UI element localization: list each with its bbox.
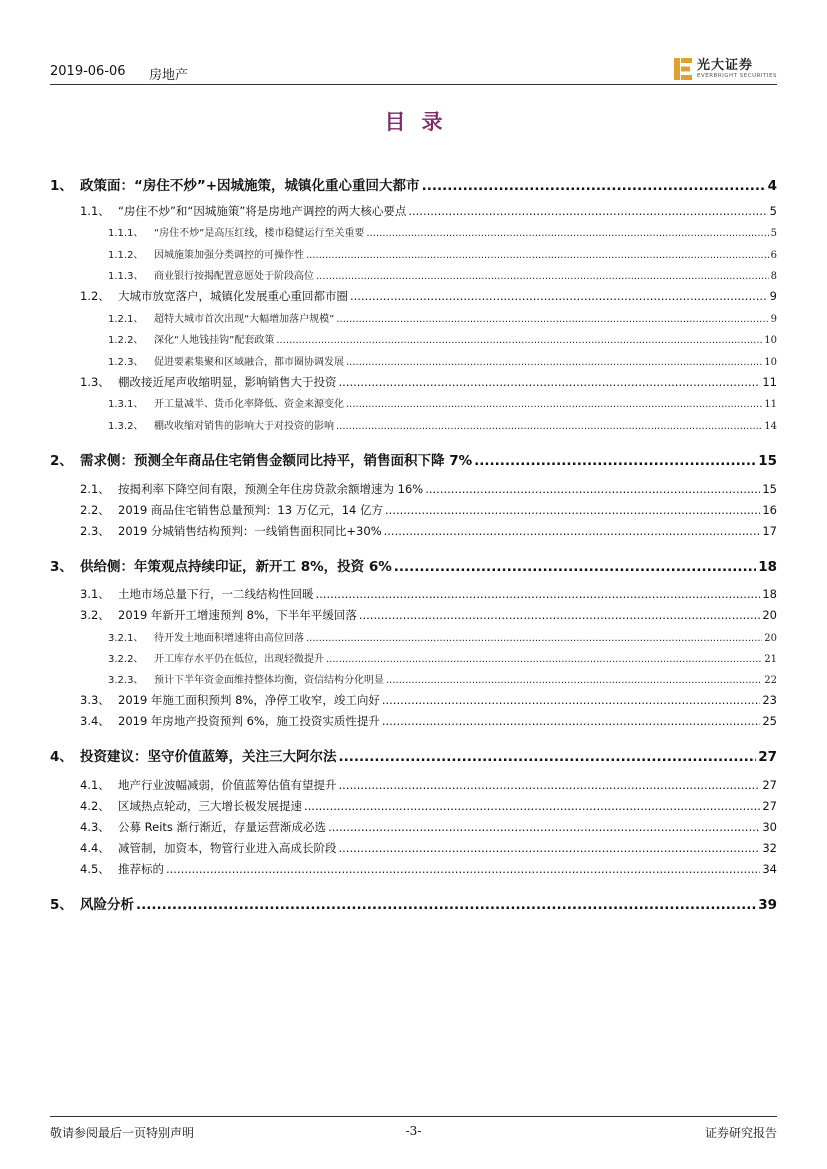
toc-entry-number: 1.1.1、 — [108, 228, 144, 239]
toc-entry-title: 预计下半年资金面维持整体均衡，资信结构分化明显 — [154, 675, 384, 686]
toc-entry-number: 3.1、 — [80, 587, 110, 601]
toc-entry-page: 9 — [769, 289, 777, 303]
toc-entry-title: 棚改收缩对销售的影响大于对投资的影响 — [154, 421, 334, 432]
toc-entry-title: 需求侧：预测全年商品住宅销售金额同比持平，销售面积下降 7% — [80, 453, 473, 469]
toc-entry-number: 3、 — [50, 559, 73, 575]
toc-leader-dots — [474, 453, 756, 469]
disclaimer-note: 敬请参阅最后一页特别声明 — [50, 1126, 195, 1140]
toc-entry-page: 21 — [764, 654, 777, 665]
toc-leader-dots — [359, 608, 761, 622]
toc-entry-title: 2019 分城销售结构预判：一线销售面积同比+30% — [118, 524, 382, 538]
toc-entry-number: 1.2、 — [80, 289, 110, 303]
toc-leader-dots — [408, 204, 767, 218]
toc-entry-title: 超特大城市首次出现“大幅增加落户规模” — [154, 314, 335, 325]
toc-entry-title: 政策面：“房住不炒”+因城施策，城镇化重心重回大都市 — [80, 178, 420, 194]
toc-entry-level-2[interactable] — [50, 861, 777, 877]
toc-entry-level-1[interactable] — [50, 893, 777, 913]
toc-entry-title: 因城施策加强分类调控的可操作性 — [154, 250, 304, 261]
toc-leader-dots — [339, 778, 761, 792]
toc-entry-page: 39 — [758, 897, 777, 913]
toc-entry-title: 2019 商品住宅销售总量预判：13 万亿元，14 亿方 — [118, 503, 383, 517]
toc-leader-dots — [346, 357, 762, 368]
toc-entry-level-2[interactable] — [50, 586, 777, 602]
toc-entry-page: 27 — [758, 749, 777, 765]
toc-entry-title: 供给侧：年策观点持续印证，新开工 8%，投资 6% — [80, 559, 392, 575]
report-type: 证券研究报告 — [704, 1126, 777, 1140]
toc-leader-dots — [386, 675, 762, 686]
header-divider — [50, 84, 777, 85]
toc-entry-title: 待开发土地面积增速将由高位回落 — [154, 633, 304, 644]
toc-entry-level-3[interactable] — [50, 310, 777, 325]
toc-entry-level-3[interactable] — [50, 671, 777, 686]
toc-leader-dots — [306, 633, 762, 644]
toc-entry-number: 1、 — [50, 178, 73, 194]
toc-entry-level-1[interactable] — [50, 555, 777, 575]
toc-leader-dots — [336, 314, 768, 325]
toc-leader-dots — [166, 862, 760, 876]
toc-entry-page: 11 — [762, 375, 777, 389]
toc-entry-number: 3.3、 — [80, 693, 110, 707]
toc-entry-number: 1.2.3、 — [108, 357, 144, 368]
toc-entry-page: 32 — [762, 841, 777, 855]
toc-entry-title: 商业银行按揭配置意愿处于阶段高位 — [154, 271, 314, 282]
toc-entry-title: 土地市场总量下行，一二线结构性回暖 — [118, 587, 314, 601]
toc-leader-dots — [336, 421, 762, 432]
page-title: 目录 — [384, 110, 459, 134]
toc-entry-level-2[interactable] — [50, 374, 777, 390]
toc-entry-title: 地产行业波幅减弱，价值蓝筹估值有望提升 — [118, 778, 337, 792]
report-date: 2019-06-06 — [50, 64, 126, 79]
toc-entry-number: 4、 — [50, 749, 73, 765]
toc-entry-page: 9 — [770, 314, 777, 325]
toc-leader-dots — [339, 375, 761, 389]
toc-leader-dots — [425, 482, 760, 496]
toc-entry-level-3[interactable] — [50, 650, 777, 665]
toc-leader-dots — [276, 335, 762, 346]
toc-entry-number: 3.2.2、 — [108, 654, 144, 665]
toc-leader-dots — [350, 289, 768, 303]
toc-leader-dots — [136, 897, 756, 913]
toc-leader-dots — [385, 503, 760, 517]
toc-leader-dots — [394, 559, 756, 575]
toc-leader-dots — [422, 178, 766, 194]
toc-entry-page: 23 — [762, 693, 777, 707]
toc-entry-level-2[interactable] — [50, 819, 777, 835]
toc-leader-dots — [326, 654, 762, 665]
toc-entry-number: 1.1.2、 — [108, 250, 144, 261]
toc-entry-level-2[interactable] — [50, 288, 777, 304]
toc-entry-page: 18 — [762, 587, 777, 601]
toc-entry-page: 15 — [762, 482, 777, 496]
toc-entry-number: 2.2、 — [80, 503, 110, 517]
toc-entry-title: 促进要素集聚和区域融合，都市圈协调发展 — [154, 357, 344, 368]
toc-entry-page: 20 — [764, 633, 777, 644]
toc-entry-page: 5 — [769, 204, 777, 218]
toc-entry-number: 2.3、 — [80, 524, 110, 538]
toc-entry-level-2[interactable] — [50, 777, 777, 793]
page-number: -3- — [405, 1124, 422, 1138]
toc-entry-number: 2.1、 — [80, 482, 110, 496]
company-logo — [673, 56, 777, 82]
toc-entry-number: 3.2.3、 — [108, 675, 144, 686]
industry-label: 房地产 — [149, 68, 189, 83]
toc-leader-dots — [316, 271, 769, 282]
toc-entry-number: 4.3、 — [80, 820, 110, 834]
page-header — [50, 56, 777, 84]
toc-entry-level-3[interactable] — [50, 353, 777, 368]
toc-entry-title: 投资建议：坚守价值蓝筹，关注三大阿尔法 — [80, 749, 337, 765]
toc-entry-title: 公募 Reits 渐行渐近，存量运营渐成必选 — [118, 820, 327, 834]
toc-entry-level-3[interactable] — [50, 246, 777, 261]
toc-leader-dots — [339, 749, 757, 765]
toc-entry-page: 5 — [770, 228, 777, 239]
toc-entry-level-1[interactable] — [50, 745, 777, 765]
toc-entry-page: 27 — [762, 799, 777, 813]
toc-entry-number: 2、 — [50, 453, 73, 469]
toc-entry-title: 2019 年新开工增速预判 8%，下半年平缓回落 — [118, 608, 357, 622]
toc-entry-level-3[interactable] — [50, 395, 777, 410]
toc-entry-page: 6 — [770, 250, 777, 261]
toc-entry-title: 推荐标的 — [118, 862, 164, 876]
toc-entry-level-3[interactable] — [50, 629, 777, 644]
toc-entry-page: 27 — [762, 778, 777, 792]
toc-entry-title: 开工量减半、货币化率降低、资金来源变化 — [154, 399, 344, 410]
toc-entry-level-3[interactable] — [50, 331, 777, 346]
toc-entry-page: 30 — [762, 820, 777, 834]
toc-entry-level-2[interactable] — [50, 713, 777, 729]
toc-entry-level-2[interactable] — [50, 502, 777, 518]
toc-entry-level-2[interactable] — [50, 481, 777, 497]
toc-entry-title: 2019 年房地产投资预判 6%，施工投资实质性提升 — [118, 714, 380, 728]
toc-entry-level-2[interactable] — [50, 523, 777, 539]
toc-entry-level-2[interactable] — [50, 203, 777, 219]
toc-entry-page: 4 — [767, 178, 777, 194]
toc-entry-number: 3.4、 — [80, 714, 110, 728]
toc-entry-level-2[interactable] — [50, 692, 777, 708]
toc-entry-number: 1.1.3、 — [108, 271, 144, 282]
toc-entry-number: 4.1、 — [80, 778, 110, 792]
toc-entry-page: 18 — [758, 559, 777, 575]
toc-entry-page: 11 — [764, 399, 777, 410]
toc-entry-level-3[interactable] — [50, 417, 777, 432]
toc-entry-page: 8 — [770, 271, 777, 282]
toc-entry-number: 1.3.2、 — [108, 421, 144, 432]
toc-entry-number: 1.2.2、 — [108, 335, 144, 346]
toc-leader-dots — [339, 841, 761, 855]
toc-entry-page: 22 — [764, 675, 777, 686]
everbright-logo-icon — [673, 57, 693, 81]
toc-entry-title: 开工库存水平仍在低位，出现轻微提升 — [154, 654, 324, 665]
toc-entry-title: “房住不炒”是高压红线，楼市稳健运行至关重要 — [154, 228, 365, 239]
toc-leader-dots — [316, 587, 761, 601]
toc-leader-dots — [366, 228, 768, 239]
toc-entry-page: 25 — [762, 714, 777, 728]
toc-entry-level-2[interactable] — [50, 798, 777, 814]
toc-entry-page: 10 — [764, 357, 777, 368]
toc-leader-dots — [382, 714, 761, 728]
toc-entry-level-1[interactable] — [50, 174, 777, 194]
toc-leader-dots — [384, 524, 761, 538]
toc-entry-title: 2019 年施工面积预判 8%，净停工收窄，竣工向好 — [118, 693, 380, 707]
logo-chinese-name: 光大证券 — [697, 57, 754, 73]
toc-entry-number: 5、 — [50, 897, 73, 913]
toc-entry-level-3[interactable] — [50, 224, 777, 239]
toc-leader-dots — [328, 820, 760, 834]
toc-leader-dots — [346, 399, 762, 410]
toc-entry-level-1[interactable] — [50, 449, 777, 469]
toc-entry-number: 4.5、 — [80, 862, 110, 876]
toc-entry-page: 17 — [762, 524, 777, 538]
toc-entry-title: “房住不炒”和“因城施策”将是房地产调控的两大核心要点 — [118, 204, 407, 218]
toc-leader-dots — [304, 799, 760, 813]
toc-entry-level-3[interactable] — [50, 267, 777, 282]
toc-entry-title: 区域热点轮动，三大增长极发展提速 — [118, 799, 302, 813]
toc-entry-number: 1.3、 — [80, 375, 110, 389]
toc-entry-page: 16 — [762, 503, 777, 517]
toc-leader-dots — [382, 693, 761, 707]
toc-entry-number: 4.2、 — [80, 799, 110, 813]
footer-divider — [50, 1116, 777, 1117]
toc-entry-title: 大城市放宽落户，城镇化发展重心重回都市圈 — [118, 289, 348, 303]
toc-entry-level-2[interactable] — [50, 607, 777, 623]
toc-entry-number: 3.2.1、 — [108, 633, 144, 644]
toc-entry-page: 14 — [764, 421, 777, 432]
toc-entry-page: 20 — [762, 608, 777, 622]
toc-entry-number: 1.3.1、 — [108, 399, 144, 410]
toc-entry-title: 风险分析 — [80, 897, 134, 913]
toc-entry-page: 34 — [762, 862, 777, 876]
toc-entry-number: 3.2、 — [80, 608, 110, 622]
toc-entry-number: 4.4、 — [80, 841, 110, 855]
toc-leader-dots — [306, 250, 769, 261]
logo-english-name: EVERBRIGHT SECURITIES — [697, 72, 777, 79]
toc-entry-title: 棚改接近尾声收缩明显，影响销售大于投资 — [118, 375, 337, 389]
toc-entry-number: 1.2.1、 — [108, 314, 144, 325]
toc-entry-number: 1.1、 — [80, 204, 110, 218]
toc-entry-page: 15 — [758, 453, 777, 469]
toc-entry-level-2[interactable] — [50, 840, 777, 856]
toc-entry-page: 10 — [764, 335, 777, 346]
toc-entry-title: 深化“人地钱挂钩”配套政策 — [154, 335, 275, 346]
toc-entry-title: 按揭利率下降空间有限，预测全年住房贷款余额增速为 16% — [118, 482, 424, 496]
toc-entry-title: 减管制，加资本，物管行业进入高成长阶段 — [118, 841, 337, 855]
